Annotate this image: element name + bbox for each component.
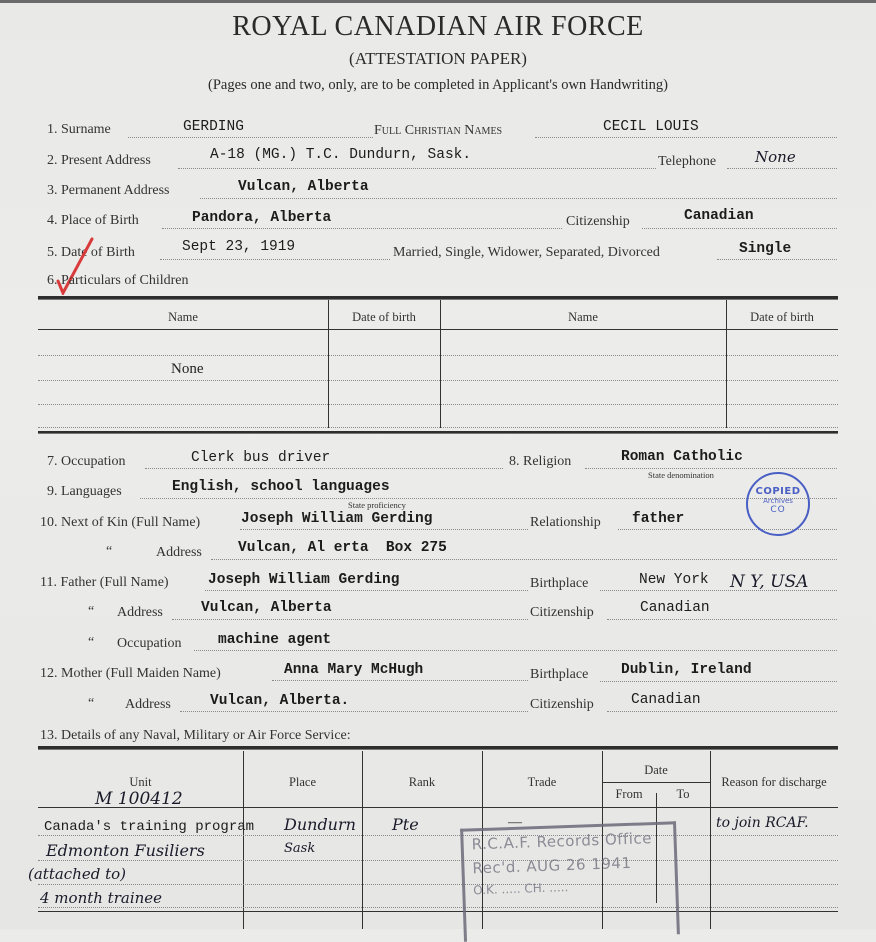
christian-names-value: CECIL LOUIS: [603, 119, 699, 135]
religion-value: Roman Catholic: [621, 449, 743, 465]
service-row-line: [38, 860, 838, 861]
mother-name-label: 12. Mother (Full Maiden Name): [40, 666, 221, 681]
mother-birthplace-value: Dublin, Ireland: [621, 662, 752, 678]
stamp-line: O.K. ..... CH. .....: [473, 880, 569, 898]
next-of-kin-label: 10. Next of Kin (Full Name): [40, 515, 201, 530]
languages-value: English, school languages: [172, 479, 390, 495]
present-address-label: 2. Present Address: [47, 153, 151, 168]
service-row-unit: (attached to): [28, 865, 127, 883]
service-table-top-rule: [38, 746, 838, 750]
kin-address-value: Vulcan, Al erta Box 275: [238, 540, 447, 556]
relationship-line: [618, 529, 837, 530]
date-subheader-rule: [602, 782, 710, 783]
document-subtitle: (ATTESTATION PAPER): [349, 49, 527, 68]
children-header-name: Name: [168, 310, 198, 324]
father-occupation-label: Occupation: [117, 636, 182, 651]
service-row-line: [38, 884, 838, 885]
mother-citizenship-value: Canadian: [631, 692, 701, 708]
mother-citizenship-label: Citizenship: [530, 697, 594, 712]
service-row-unit: Canada's training program: [44, 819, 255, 835]
religion-line: [585, 468, 837, 469]
surname-label: 1. Surname: [47, 122, 111, 137]
date-of-birth-value: Sept 23, 1919: [182, 239, 296, 255]
father-birthplace-label: Birthplace: [530, 576, 589, 591]
children-table-bottom-rule: [38, 431, 838, 434]
mother-address-label: Address: [125, 697, 171, 712]
children-header-dob: Date of birth: [352, 310, 416, 324]
marital-status-label: Married, Single, Widower, Separated, Divorced: [393, 245, 660, 260]
occupation-value: Clerk bus driver: [191, 450, 331, 466]
children-row-name: None: [171, 361, 204, 377]
copied-archives-stamp: [746, 472, 810, 536]
father-address-line: [172, 619, 528, 620]
mother-birthplace-label: Birthplace: [530, 667, 589, 682]
marital-status-line: [717, 259, 837, 260]
stamp-line: COPIED: [755, 486, 801, 497]
christian-names-line: [535, 137, 837, 138]
occupation-label: 7. Occupation: [47, 454, 126, 469]
document-title: ROYAL CANADIAN AIR FORCE: [232, 11, 644, 42]
mother-address-line: [180, 711, 528, 712]
citizenship-label: Citizenship: [566, 214, 630, 229]
permanent-address-label: 3. Permanent Address: [47, 183, 170, 198]
father-name-line: [205, 590, 528, 591]
father-citizenship-label: Citizenship: [530, 605, 594, 620]
service-header-place: Place: [288, 775, 317, 789]
languages-hint: State proficiency: [348, 500, 406, 510]
stamp-line: Rec'd. AUG 26 1941: [472, 853, 632, 878]
surname-value: GERDING: [183, 119, 244, 135]
next-of-kin-value: Joseph William Gerding: [241, 511, 433, 527]
children-row-line: [38, 404, 838, 405]
religion-hint: State denomination: [648, 470, 714, 480]
service-row-place: Dundurn: [284, 815, 356, 834]
service-header-rank: Rank: [408, 775, 436, 789]
father-citizenship-line: [607, 619, 837, 620]
service-header-unit: Unit: [129, 775, 152, 789]
mother-citizenship-line: [607, 711, 837, 712]
date-of-birth-label: 5. Date of Birth: [47, 245, 135, 260]
records-office-stamp: [460, 821, 680, 941]
occupation-line: [145, 468, 503, 469]
present-address-value: A-18 (MG.) T.C. Dundurn, Sask.: [210, 147, 472, 163]
present-address-line: [178, 168, 656, 169]
mother-name-value: Anna Mary McHugh: [284, 662, 424, 678]
service-header-date: Date: [644, 763, 668, 777]
father-citizenship-value: Canadian: [640, 600, 710, 616]
telephone-value: None: [755, 148, 796, 166]
mother-birthplace-line: [600, 681, 837, 682]
kin-address-ditto: “: [106, 544, 113, 559]
children-row-line: [38, 355, 838, 356]
service-label: 13. Details of any Naval, Military or Air Force Service:: [40, 728, 351, 743]
children-header-rule: [38, 329, 838, 330]
place-of-birth-line: [162, 228, 562, 229]
next-of-kin-line: [240, 529, 528, 530]
children-header-name-2: Name: [568, 310, 598, 324]
document-instruction: (Pages one and two, only, are to be completed in Applicant's own Handwriting): [208, 77, 668, 93]
mother-address-ditto: “: [88, 696, 95, 711]
father-address-value: Vulcan, Alberta: [201, 600, 332, 616]
service-row-line: [38, 907, 838, 908]
place-of-birth-label: 4. Place of Birth: [47, 213, 139, 228]
relationship-value: father: [632, 511, 685, 527]
service-row-rank: Pte: [392, 815, 419, 834]
service-row-place: Sask: [284, 841, 316, 856]
service-header-rule: [38, 807, 838, 808]
religion-label: 8. Religion: [509, 454, 572, 469]
kin-address-line: [211, 559, 837, 560]
christian-names-label: Full Christian Names: [374, 123, 503, 138]
permanent-address-value: Vulcan, Alberta: [238, 179, 369, 195]
mother-name-line: [272, 680, 528, 681]
mother-address-value: Vulcan, Alberta.: [210, 693, 350, 709]
father-name-value: Joseph William Gerding: [208, 572, 400, 588]
service-header-trade: Trade: [527, 775, 557, 789]
stamp-line: CO: [770, 505, 786, 515]
father-birthplace-value: New York: [639, 572, 709, 588]
stamp-line: Archives: [763, 497, 793, 505]
service-number: M 100412: [95, 789, 183, 809]
stamp-line: R.C.A.F. Records Office: [471, 829, 653, 854]
children-row-line: [38, 380, 838, 381]
marital-status-value: Single: [739, 241, 792, 257]
kin-address-label: Address: [156, 545, 202, 560]
citizenship-line: [642, 228, 837, 229]
service-row-trade: —: [508, 815, 522, 830]
service-table-bottom-rule: [38, 911, 838, 912]
relationship-label: Relationship: [530, 515, 601, 530]
father-name-label: 11. Father (Full Name): [40, 575, 169, 590]
father-occupation-ditto: “: [88, 635, 95, 650]
place-of-birth-value: Pandora, Alberta: [192, 210, 332, 226]
service-row-line: [38, 835, 838, 836]
father-address-label: Address: [117, 605, 163, 620]
father-address-ditto: “: [88, 604, 95, 619]
service-header-from: From: [615, 787, 643, 801]
father-occupation-value: machine agent: [218, 632, 332, 648]
service-row-reason: to join RCAF.: [716, 815, 809, 831]
telephone-label: Telephone: [658, 154, 717, 169]
languages-label: 9. Languages: [47, 484, 122, 499]
children-label: 6. Particulars of Children: [47, 273, 189, 288]
service-row-unit: Edmonton Fusiliers: [46, 841, 205, 860]
surname-line: [128, 137, 373, 138]
children-row-line: [38, 427, 838, 428]
service-header-to: To: [676, 787, 690, 801]
children-header-dob-2: Date of birth: [750, 310, 814, 324]
languages-line: [140, 498, 837, 499]
date-of-birth-line: [160, 259, 390, 260]
service-header-reason: Reason for discharge: [721, 775, 827, 789]
father-occupation-line: [194, 650, 837, 651]
children-table-top-rule: [38, 296, 838, 300]
telephone-line: [727, 168, 837, 169]
citizenship-value: Canadian: [684, 208, 754, 224]
service-row-unit: 4 month trainee: [40, 889, 163, 907]
father-birthplace-handwritten: N Y, USA: [730, 572, 809, 592]
permanent-address-line: [200, 198, 837, 199]
